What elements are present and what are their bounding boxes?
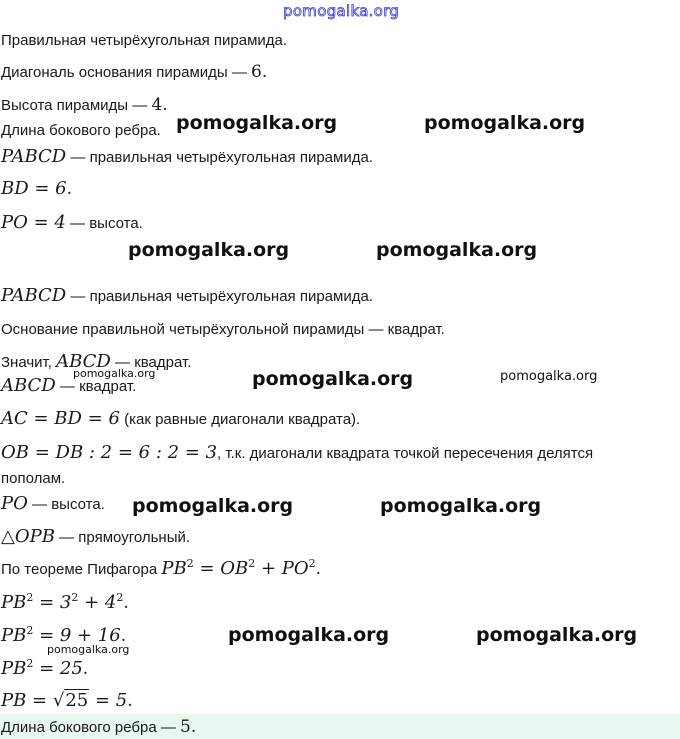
answer-line: Длина бокового ребра — 5. <box>1 717 197 737</box>
watermark: pomogalka.org <box>47 643 130 656</box>
math: 4 <box>151 95 163 115</box>
solution-line-1: PABCD — правильная четырёхугольная пирамида. <box>1 146 373 167</box>
math: $PB^2 = 9 + 16$ <box>1 624 121 646</box>
math: $PB^2 = 25$ <box>1 657 83 679</box>
given-line-2: Диагональ основания пирамиды — 6. <box>1 62 268 82</box>
solution-line-6: Значит, ABCD — квадрат. <box>1 351 192 372</box>
solution-line-5: Основание правильной четырёхугольной пирамиды — квадрат. <box>1 321 445 338</box>
watermark: pomogalka.org <box>176 112 338 134</box>
math: $PB^2 = 3^2 + 4^2$ <box>1 591 124 613</box>
watermark: pomogalka.org <box>252 368 414 390</box>
watermark: pomogalka.org <box>73 367 156 380</box>
math: OB = DB : 2 = 6 : 2 = 3 <box>1 442 218 463</box>
math: PABCD <box>1 285 67 306</box>
watermark: pomogalka.org <box>380 495 542 517</box>
math: PO = 4 <box>1 212 66 233</box>
find-line: Длина бокового ребра. <box>1 122 161 139</box>
solution-line-7: ABCD — квадрат. <box>1 375 137 396</box>
watermark: pomogalka.org <box>376 239 538 261</box>
solution-line-10: PO — высота. <box>1 493 105 514</box>
watermark: pomogalka.org <box>132 495 294 517</box>
solution-line-15: $PB^2 = 25$. <box>1 657 89 679</box>
given-line-3: Высота пирамиды — 4. <box>1 95 168 115</box>
watermark: pomogalka.org <box>500 369 598 384</box>
solution-line-16: PB = √25 = 5. <box>1 690 133 711</box>
math: PO <box>1 493 28 514</box>
solution-line-8: AC = BD = 6 (как равные диагонали квадрата). <box>1 408 361 429</box>
solution-line-13: $PB^2 = 3^2 + 4^2$. <box>1 591 129 613</box>
watermark-header: pomogalka.org <box>283 2 400 20</box>
solution-line-12: По теореме Пифагора $PB^2 = OB^2 + PO^2$. <box>1 557 322 579</box>
watermark: pomogalka.org <box>228 624 390 646</box>
solution-line-9-cont: пополам. <box>1 470 66 487</box>
watermark: pomogalka.org <box>424 112 586 134</box>
math: PABCD <box>1 146 67 167</box>
solution-line-9: OB = DB : 2 = 6 : 2 = 3, т.к. диагонали квадрата точкой пересечения делятся <box>1 442 594 463</box>
square-root: √25 <box>52 690 89 711</box>
solution-line-3: PO = 4 — высота. <box>1 212 143 233</box>
math: 6 <box>251 62 262 82</box>
given-line-1: Правильная четырёхугольная пирамида. <box>1 32 288 49</box>
watermark: pomogalka.org <box>128 239 290 261</box>
math: AC = BD = 6 <box>1 408 120 429</box>
math: △OPB <box>1 526 55 547</box>
watermark: pomogalka.org <box>476 624 638 646</box>
math: 5 <box>180 717 191 737</box>
solution-line-4: PABCD — правильная четырёхугольная пирамида. <box>1 285 373 306</box>
solution-line-11: △OPB — прямоугольный. <box>1 526 191 547</box>
math: ABCD <box>1 375 56 396</box>
math: ABCD <box>56 351 111 372</box>
solution-line-2: BD = 6. <box>1 178 73 199</box>
math: $PB^2 = OB^2 + PO^2$ <box>161 557 316 579</box>
math: BD = 6 <box>1 178 67 199</box>
math: PB = √25 = 5 <box>1 690 128 711</box>
solution-line-14: $PB^2 = 9 + 16$. <box>1 624 127 646</box>
